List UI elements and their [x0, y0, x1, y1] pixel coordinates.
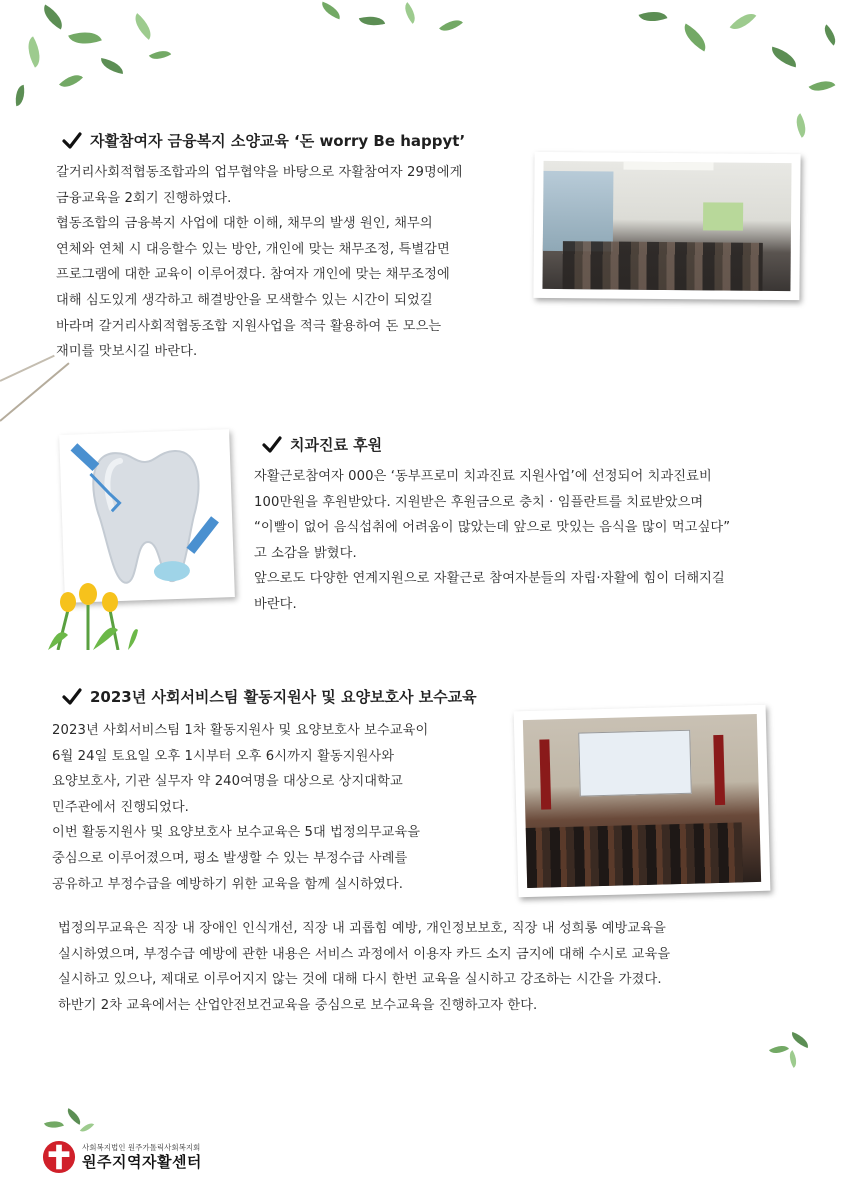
section2-title-text: 치과진료 후원	[290, 436, 383, 454]
section2-body: 자활근로참여자 000은 ‘동부프로미 치과진료 지원사업’에 선정되어 치과진료비 100만원을 후원받았다. 지원받은 후원금으로 충치 · 임플란트를 치료받았으며 “이빨이 없어 음식섭취에 어려움이 많았는데 앞으로 맛있는 음식을 많이 먹고싶다” 고 소감을 밝혔다. 앞으로도 다양한 연계지원으로 자활근로 참여자분들의 자립·자활에 힘이 더해지길 바란다.	[254, 469, 731, 612]
checkmark-icon	[62, 687, 82, 707]
section3-body-continued: 법정의무교육은 직장 내 장애인 인식개선, 직장 내 괴롭힘 예방, 개인정보보호, 직장 내 성희롱 예방교육을 실시하였으며, 부정수급 예방에 관한 내용은 서비스 과정에서 이용자 카드 소지 금지에 대해 수시로 교육을 실시하고 있으나, 제대로 이루어지지 않는 것에 대해 다시 한번 교육을 실시하고 강조하는 시간을 가졌다. 하반기 2차 교육에서는 산업안전보건교육을 중심으로 보수교육을 진행하고자 한다.	[58, 921, 671, 1013]
footer-logo	[42, 1140, 202, 1174]
photo-financial-education	[533, 152, 800, 300]
section1-body: 갈거리사회적협동조합과의 업무협약을 바탕으로 자활참여자 29명에게 금융교육을 2회기 진행하였다. 협동조합의 금융복지 사업에 대한 이해, 채무의 발생 원인, 채무의 연체와 연체 시 대응할수 있는 방안, 개인에 맞는 채무조정, 특별감면 프로그램에 대한 교육이 이루어졌다. 참여자 개인에 맞는 채무조정에 대해 심도있게 생각하고 해결방안을 모색할수 있는 시간이 되었길 바라며 갈거리사회적협동조합 지원사업을 적극 활용하여 돈 모으는 재미를 맛보시길 바란다.	[56, 165, 463, 360]
section1-title	[62, 130, 465, 151]
leaf-decoration-top-left	[0, 0, 180, 120]
tulip-decoration	[48, 580, 138, 650]
photo-training-session	[514, 705, 771, 898]
leaf-decoration-bottom-right	[760, 1030, 820, 1070]
leaf-decoration-bottom-left	[40, 1110, 100, 1140]
section3-body: 2023년 사회서비스팀 1차 활동지원사 및 요양보호사 보수교육이 6월 24일 토요일 오후 1시부터 오후 6시까지 활동지원사와 요양보호사, 기관 실무자 약 240여명을 대상으로 상지대학교 민주관에서 진행되었다. 이번 활동지원사 및 요양보호사 보수교육은 5대 법정의무교육을 중심으로 이루어졌으며, 평소 발생할 수 있는 부정수급 사례를 공유하고 부정수급을 예방하기 위한 교육을 함께 실시하였다.	[52, 723, 429, 892]
section3-title	[62, 686, 477, 707]
tooth-illustration	[59, 429, 235, 603]
checkmark-icon	[262, 435, 282, 455]
leaf-decoration-top-right	[620, 0, 850, 160]
footer-org-name: 원주지역자활센터	[82, 1153, 202, 1171]
section1-title-text: 자활참여자 금융복지 소양교육 ‘돈 worry Be happyt’	[90, 132, 466, 150]
leaf-decoration-top-center	[300, 0, 500, 50]
section3-title-text: 2023년 사회서비스팀 활동지원사 및 요양보호사 보수교육	[90, 688, 477, 706]
section2-title	[262, 434, 382, 455]
checkmark-icon	[62, 131, 82, 151]
cross-logo-icon	[42, 1140, 76, 1174]
footer-org-sub: 사회복지법인 원주가톨릭사회복지회	[82, 1143, 201, 1152]
